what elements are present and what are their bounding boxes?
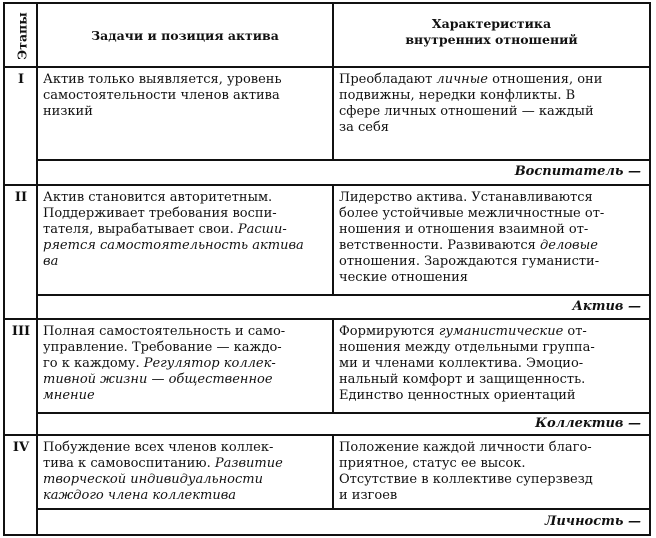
text-line [43, 72, 329, 88]
text-line [43, 340, 329, 356]
text-line [43, 222, 329, 238]
text-segment: ми и членами коллектива. Эмоцио- [339, 356, 584, 371]
text-line [339, 456, 645, 472]
text-segment: Преобладают [339, 72, 437, 87]
text-line [339, 238, 645, 254]
stages-table [3, 2, 651, 536]
text-line [43, 254, 329, 270]
col1-header [38, 28, 332, 44]
text-segment: тива к самовоспитанию. [43, 456, 215, 471]
italic-segment: гуманистические [438, 324, 564, 339]
stages-header-label: Этапы [14, 12, 30, 60]
row1-main-bottom [36, 159, 649, 161]
text-segment: Актив становится авторитетным. [43, 190, 273, 205]
text-segment: тателя, вырабатывает свои. [43, 222, 238, 237]
col2-header-line2: внутренних отношений [405, 32, 578, 47]
text-line [43, 104, 329, 120]
row1-summary: Воспитатель — [514, 164, 641, 179]
row2-main-bottom [36, 294, 649, 296]
col1-header-label: Задачи и позиция актива [91, 28, 279, 43]
text-line [339, 72, 645, 88]
text-segment: и изгоев [339, 488, 398, 503]
row2-bottom [5, 318, 649, 320]
text-line [43, 388, 329, 404]
text-line [43, 488, 329, 504]
text-line [339, 372, 645, 388]
text-segment: подвижны, нередки конфликты. В [339, 88, 576, 103]
text-line [339, 440, 645, 456]
text-segment: Актив только выявляется, уровень [43, 72, 282, 87]
text-segment: Полная самостоятельность и само- [43, 324, 286, 339]
italic-segment: ва [43, 254, 59, 269]
italic-segment: Расши- [237, 222, 287, 237]
italic-segment: Развитие [214, 456, 283, 471]
text-line [339, 488, 645, 504]
text-segment: го к каждому. [43, 356, 144, 371]
text-segment: самостоятельности членов актива [43, 88, 280, 103]
text-segment: за себя [339, 120, 389, 135]
italic-segment: Регулятор коллек- [143, 356, 276, 371]
col-divider-main-2 [332, 184, 334, 294]
text-segment: приятное, статус ее высок. [339, 456, 526, 471]
row2-col1 [43, 190, 329, 270]
text-line [43, 372, 329, 388]
stages-header [7, 6, 37, 66]
text-line [339, 270, 645, 286]
text-line [339, 190, 645, 206]
text-line [339, 472, 645, 488]
col-divider-stage [36, 4, 38, 534]
text-line [339, 104, 645, 120]
text-line [339, 388, 645, 404]
italic-segment: деловые [540, 238, 598, 253]
row3-col2 [339, 324, 645, 404]
row4-main-bottom [36, 508, 649, 510]
text-segment: сфере личных отношений — каждый [339, 104, 594, 119]
text-segment: управление. Требование — каждо- [43, 340, 282, 355]
text-segment: Побуждение всех членов коллек- [43, 440, 274, 455]
text-line [339, 206, 645, 222]
text-segment: отношения, они [488, 72, 603, 87]
row1-bottom [5, 184, 649, 186]
text-segment: от- [563, 324, 587, 339]
text-segment: отношения. Зарождаются гуманисти- [339, 254, 600, 269]
text-line [43, 356, 329, 372]
col-divider-main-4 [332, 434, 334, 508]
text-line [339, 340, 645, 356]
text-segment: ношения и отношения взаимной от- [339, 222, 589, 237]
row4-col2 [339, 440, 645, 504]
text-segment: Поддерживает требования воспи- [43, 206, 277, 221]
italic-segment: мнение [43, 388, 95, 403]
row3-summary: Коллектив — [535, 416, 641, 431]
text-segment: Лидерство актива. Устанавливаются [339, 190, 593, 205]
text-line [339, 88, 645, 104]
text-segment: нальный комфорт и защищенность. [339, 372, 586, 387]
stage-label-4: IV [12, 440, 30, 455]
row1-col1 [43, 72, 329, 120]
text-segment: ческие отношения [339, 270, 469, 285]
col2-header [334, 16, 649, 48]
col2-header-line1: Характеристика [431, 16, 552, 31]
text-segment: ношения между отдельными группа- [339, 340, 595, 355]
stage-label-3: III [11, 324, 31, 339]
text-line [339, 356, 645, 372]
text-line [43, 456, 329, 472]
italic-segment: личные [436, 72, 489, 87]
text-segment: ветственности. Развиваются [339, 238, 541, 253]
text-segment: Формируются [339, 324, 439, 339]
text-segment: Положение каждой личности благо- [339, 440, 592, 455]
row3-col1 [43, 324, 329, 404]
row3-main-bottom [36, 412, 649, 414]
italic-segment: творческой индивидуальности [43, 472, 263, 487]
col-divider-main-3 [332, 318, 334, 412]
text-line [43, 190, 329, 206]
text-segment: низкий [43, 104, 93, 119]
text-line [339, 324, 645, 340]
text-line [339, 254, 645, 270]
text-segment: более устойчивые межличностные от- [339, 206, 605, 221]
text-line [339, 222, 645, 238]
text-line [43, 238, 329, 254]
row1-col2 [339, 72, 645, 136]
row2-col2 [339, 190, 645, 286]
row4-summary: Личность — [544, 514, 641, 529]
italic-segment: тивной жизни — общественное [43, 372, 273, 387]
row4-col1 [43, 440, 329, 504]
text-line [43, 440, 329, 456]
italic-segment: ряется самостоятельность актива [43, 238, 304, 253]
text-line [43, 88, 329, 104]
stage-label-1: I [17, 72, 25, 87]
row2-summary: Актив — [572, 299, 641, 314]
italic-segment: каждого члена коллектива [43, 488, 237, 503]
text-line [339, 120, 645, 136]
text-segment: Отсутствие в коллективе суперзвезд [339, 472, 593, 487]
row3-bottom [5, 434, 649, 436]
text-segment: Единство ценностных ориентаций [339, 388, 576, 403]
text-line [43, 206, 329, 222]
text-line [43, 324, 329, 340]
header-bottom-line [5, 66, 649, 68]
stage-label-2: II [14, 190, 28, 205]
text-line [43, 472, 329, 488]
